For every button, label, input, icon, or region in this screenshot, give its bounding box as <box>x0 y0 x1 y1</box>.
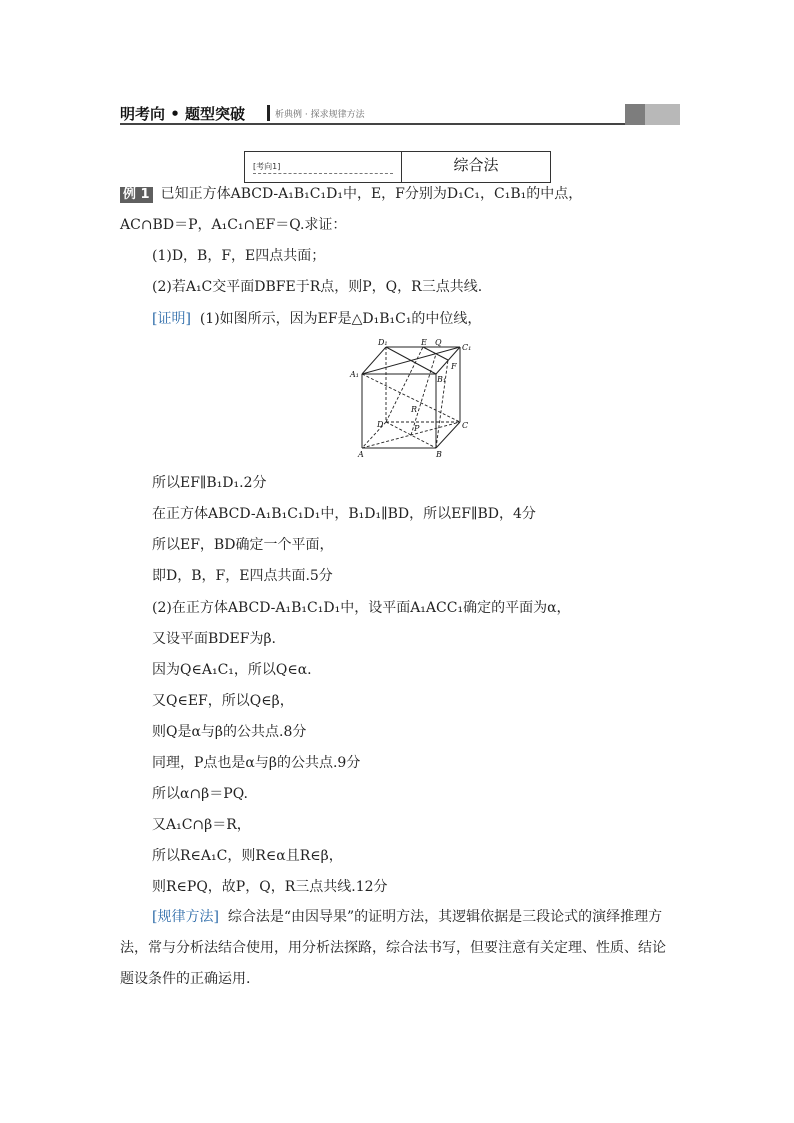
fig-label-f: F <box>451 362 457 371</box>
proof-line: 所以EF∥B₁D₁.2分 <box>152 475 267 491</box>
question-2: (2)若A₁C交平面DBFE于R点，则P，Q，R三点共线. <box>152 279 483 295</box>
proof-intro-line <box>152 309 481 329</box>
proof-line: 在正方体ABCD-A₁B₁C₁D₁中，B₁D₁∥BD，所以EF∥BD，4分 <box>152 506 536 522</box>
method-label: [规律方法] <box>152 909 219 925</box>
fig-label-a: A <box>358 450 364 459</box>
fig-label-b1: B₁ <box>437 375 447 384</box>
fig-label-d: D <box>377 420 384 429</box>
proof-line: 又A₁C∩β＝R， <box>152 817 251 833</box>
topic-dashline <box>253 173 393 174</box>
topic-tag: [考向1] <box>253 162 281 171</box>
method-paragraph <box>120 902 676 995</box>
fig-label-b: B <box>436 450 442 459</box>
section-title: 明考向 • 题型突破 <box>120 105 246 123</box>
title-divider <box>267 105 270 121</box>
topic-name: 综合法 <box>453 156 499 174</box>
proof-line: 所以R∈A₁C，则R∈α且R∈β， <box>152 848 343 864</box>
proof-line: 即D，B，F，E四点共面.5分 <box>152 568 333 584</box>
cube-figure <box>348 336 474 460</box>
header-block-light <box>645 104 680 125</box>
proof-line: 则R∈PQ，故P，Q，R三点共线.12分 <box>152 879 388 895</box>
fig-label-c1: C₁ <box>462 343 472 352</box>
proof-label: [证明] <box>152 311 191 327</box>
question-1: (1)D，B，F，E四点共面； <box>152 248 326 264</box>
fig-label-q: Q <box>435 338 442 347</box>
proof-line: 所以α∩β＝PQ. <box>152 786 248 802</box>
header-rule <box>120 123 625 125</box>
example-text-1: 已知正方体ABCD-A₁B₁C₁D₁中，E，F分别为D₁C₁，C₁B₁的中点， <box>160 186 583 202</box>
proof-line: 所以EF，BD确定一个平面， <box>152 537 334 553</box>
fig-label-c: C <box>462 421 469 430</box>
fig-label-d1: D₁ <box>378 338 388 347</box>
example-line-2: AC∩BD＝P，A₁C₁∩EF＝Q.求证： <box>120 217 347 233</box>
method-text: 综合法是“由因导果”的证明方法，其逻辑依据是三段论式的演绎推理方法，常与分析法结合使用，用分析法探路，综合法书写，但要注意有关定理、性质、结论题设条件的正确运用. <box>120 909 666 987</box>
topic-box <box>244 151 551 183</box>
proof-intro: (1)如图所示，因为EF是△D₁B₁C₁的中位线， <box>199 311 482 327</box>
section-header <box>120 103 680 125</box>
proof-line: 因为Q∈A₁C₁，所以Q∈α. <box>152 662 312 678</box>
proof-line: 又Q∈EF，所以Q∈β， <box>152 693 294 709</box>
fig-label-a1: A₁ <box>350 370 359 379</box>
example-line-1 <box>120 184 582 204</box>
fig-label-p: P <box>414 424 420 433</box>
header-block-dark <box>625 104 645 125</box>
proof-line: 同理，P点也是α与β的公共点.9分 <box>152 755 361 771</box>
fig-label-r: R <box>411 405 418 414</box>
fig-label-e: E <box>421 338 427 347</box>
proof-line: (2)在正方体ABCD-A₁B₁C₁D₁中，设平面A₁ACC₁确定的平面为α， <box>152 600 571 616</box>
proof-line: 则Q是α与β的公共点.8分 <box>152 724 307 740</box>
section-subtitle: 析典例 · 探求规律方法 <box>275 110 365 120</box>
proof-line: 又设平面BDEF为β. <box>152 631 276 647</box>
example-badge: 例 1 <box>120 187 153 203</box>
